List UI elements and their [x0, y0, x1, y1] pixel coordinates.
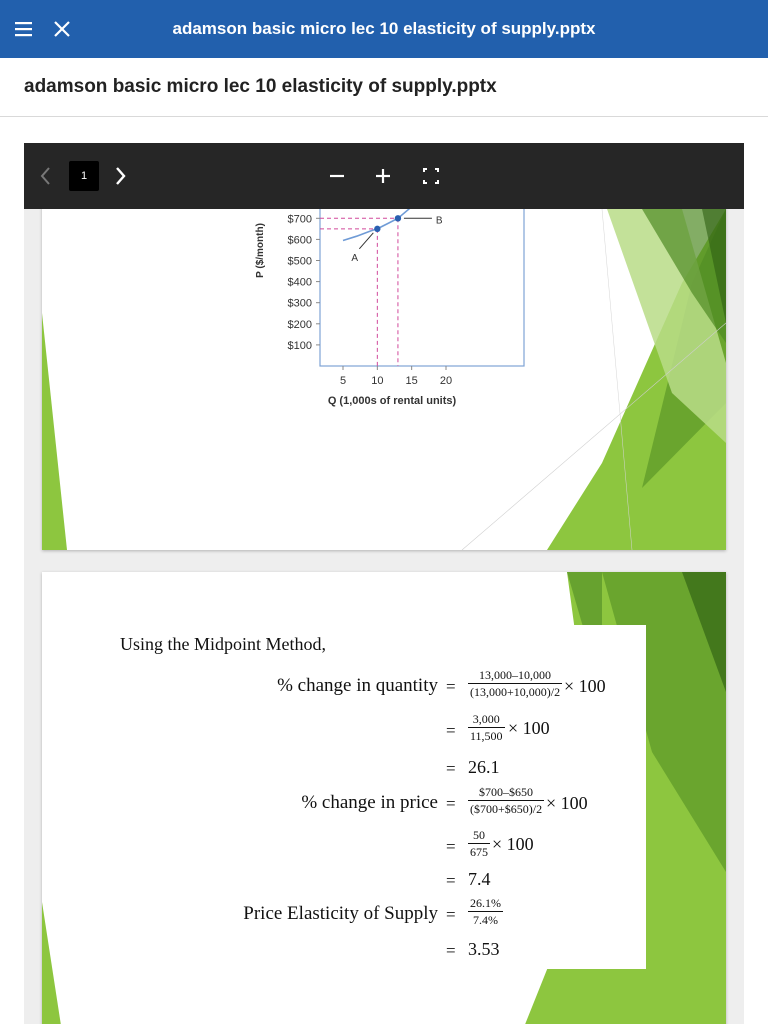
equals-sign: =: [446, 794, 456, 813]
y-tick-label: $300: [287, 297, 312, 310]
document-title: adamson basic micro lec 10 elasticity of supply.pptx: [24, 76, 497, 97]
viewer-toolbar: [24, 143, 744, 209]
price-label: % change in price: [301, 792, 438, 813]
x-tick-label: 20: [439, 375, 453, 387]
price-denominator-simplified: 675: [470, 845, 488, 859]
y-tick-label: $500: [287, 255, 312, 268]
equals-sign: =: [446, 677, 456, 696]
quantity-fraction-simplified: [468, 712, 505, 744]
equals-sign: =: [446, 759, 456, 778]
divider: [0, 116, 768, 117]
equals-sign: =: [446, 837, 456, 856]
equals-sign: =: [446, 941, 456, 960]
x-tick-label: 15: [405, 375, 418, 387]
window-title: adamson basic micro lec 10 elasticity of supply.pptx: [172, 19, 596, 38]
chevron-left-icon[interactable]: [30, 159, 62, 193]
y-tick-label: $700: [287, 213, 312, 226]
quantity-denominator: (13,000+10,000)/2: [470, 685, 561, 699]
data-point-b: [395, 215, 401, 221]
times-100: × 100: [508, 718, 550, 738]
price-fraction: [468, 785, 544, 817]
equals-sign: =: [446, 721, 456, 740]
equals-sign: =: [446, 905, 456, 924]
point-label-b: B: [435, 215, 443, 227]
elasticity-numerator: 26.1%: [470, 896, 501, 910]
quantity-label: % change in quantity: [277, 675, 438, 696]
app-header: [0, 0, 768, 58]
y-tick-label: $600: [287, 234, 312, 247]
equals-sign: =: [446, 871, 456, 890]
elasticity-denominator: 7.4%: [468, 911, 503, 928]
x-axis-label: Q (1,000s of rental units): [327, 395, 457, 407]
fullscreen-icon[interactable]: [415, 159, 447, 193]
chevron-right-icon[interactable]: [104, 159, 136, 193]
zoom-in-icon[interactable]: [367, 159, 399, 193]
x-tick-label: 10: [371, 375, 384, 387]
y-tick-label: $200: [287, 318, 312, 331]
quantity-numerator-simplified: 3,000: [472, 712, 500, 726]
quantity-fraction: [468, 668, 562, 700]
y-tick-label: $400: [287, 276, 312, 289]
zoom-out-icon[interactable]: [321, 159, 353, 193]
price-result: 7.4: [468, 869, 491, 889]
slide-2: [42, 572, 726, 1024]
x-tick-label: 5: [339, 375, 347, 387]
price-numerator-simplified: 50: [473, 828, 485, 842]
y-tick-label: $100: [287, 339, 312, 352]
point-label-a: A: [351, 252, 359, 264]
times-100: × 100: [492, 834, 534, 854]
y-axis-label: P ($/month): [255, 223, 266, 278]
times-100: × 100: [546, 793, 588, 813]
data-point-a: [374, 226, 380, 232]
elasticity-label: Price Elasticity of Supply: [243, 903, 438, 924]
price-fraction-simplified: [468, 828, 490, 860]
quantity-numerator: 13,000–10,000: [479, 668, 552, 682]
elasticity-result: 3.53: [468, 939, 500, 959]
times-100: × 100: [564, 676, 606, 696]
quantity-denominator-simplified: 11,500: [470, 729, 503, 743]
elasticity-fraction: [468, 896, 503, 928]
price-denominator: ($700+$650)/2: [470, 802, 543, 816]
quantity-result: 26.1: [468, 757, 500, 777]
method-heading: Using the Midpoint Method,: [120, 634, 326, 654]
price-numerator: $700–$650: [479, 785, 534, 799]
page-number-input[interactable]: 1: [69, 161, 99, 191]
document-viewer[interactable]: [24, 143, 744, 1024]
